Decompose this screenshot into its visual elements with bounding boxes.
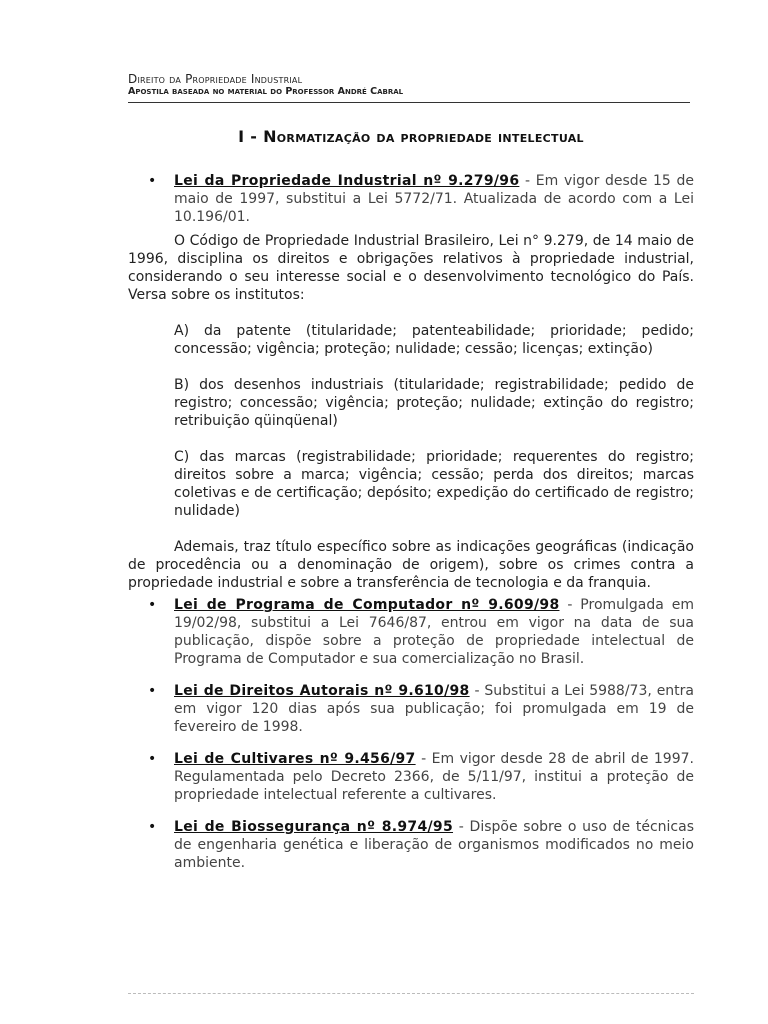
bullet-icon: •	[148, 819, 157, 835]
law-description: - Em vigor desde 28 de abril de 1997. Regulamentada pelo Decreto 2366, de 5/11/97, institui a proteção de propriedade intelectual referente a cultivares.	[174, 751, 694, 803]
law-name: Lei de Programa de Computador nº 9.609/98	[174, 597, 560, 613]
running-header	[128, 72, 690, 103]
law-name: Lei de Direitos Autorais nº 9.610/98	[174, 683, 470, 699]
law-description: - Substitui a Lei 5988/73, entra em vigor 120 dias após sua publicação; foi promulgada em 19 de fevereiro de 1998.	[174, 683, 695, 735]
page-footer-divider	[128, 993, 694, 994]
list-item-law-4	[128, 750, 694, 804]
law-name: Lei de Biossegurança nº 8.974/95	[174, 819, 454, 835]
item-marcas: C) das marcas (registrabilidade; prioridade; requerentes do registro; direitos sobre a marca; vigência; cessão; perda dos direitos; marcas coletivas e de certificação; depósito; expedição do certificado de registro; nulidade)	[174, 449, 694, 519]
header-course-title: Direito da Propriedade Industrial	[128, 72, 303, 86]
law-name: Lei da Propriedade Industrial nº 9.279/96	[174, 173, 520, 189]
list-item-law-2	[128, 596, 694, 668]
list-item-law-3	[128, 682, 694, 736]
paragraph-intro: O Código de Propriedade Industrial Brasileiro, Lei n° 9.279, de 14 maio de 1996, disciplina os direitos e obrigações relativos à propriedade industrial, considerando o seu interesse social e o desenvolvimento tecnológico do País. Versa sobre os institutos:	[128, 233, 694, 303]
bullet-icon: •	[148, 173, 157, 189]
list-item-law-1	[128, 172, 694, 226]
bullet-icon: •	[148, 683, 157, 699]
section-title: I - Normatização da propriedade intelectual	[238, 127, 584, 146]
header-rule	[128, 102, 690, 103]
item-desenhos-industriais: B) dos desenhos industriais (titularidade; registrabilidade; pedido de registro; concessão; vigência; proteção; nulidade; extinção do registro; retribuição qüinqüenal)	[174, 377, 694, 429]
list-item-law-5	[128, 818, 694, 872]
law-name: Lei de Cultivares nº 9.456/97	[174, 751, 416, 767]
item-patente: A) da patente (titularidade; patenteabilidade; prioridade; pedido; concessão; vigência; proteção; nulidade; cessão; licenças; extinção)	[174, 323, 694, 357]
document-body	[128, 172, 694, 872]
bullet-icon: •	[148, 751, 157, 767]
law-description: - Em vigor desde 15 de maio de 1997, substitui a Lei 5772/71. Atualizada de acordo com a Lei 10.196/01.	[174, 173, 694, 225]
law-description: - Dispõe sobre o uso de técnicas de engenharia genética e liberação de organismos modificados no meio ambiente.	[174, 819, 694, 871]
law-description: - Promulgada em 19/02/98, substitui a Lei 7646/87, entrou em vigor na data de sua publicação, dispõe sobre a proteção de propriedade intelectual de Programa de Computador e sua comercialização no Brasil.	[174, 597, 694, 667]
header-subtitle: Apostila baseada no material do Professor André Cabral	[128, 86, 404, 97]
paragraph-ademais: Ademais, traz título específico sobre as indicações geográficas (indicação de procedência ou a denominação de origem), sobre os crimes contra a propriedade industrial e sobre a transferência de tecnologia e da franquia.	[128, 539, 694, 591]
bullet-icon: •	[148, 597, 157, 613]
